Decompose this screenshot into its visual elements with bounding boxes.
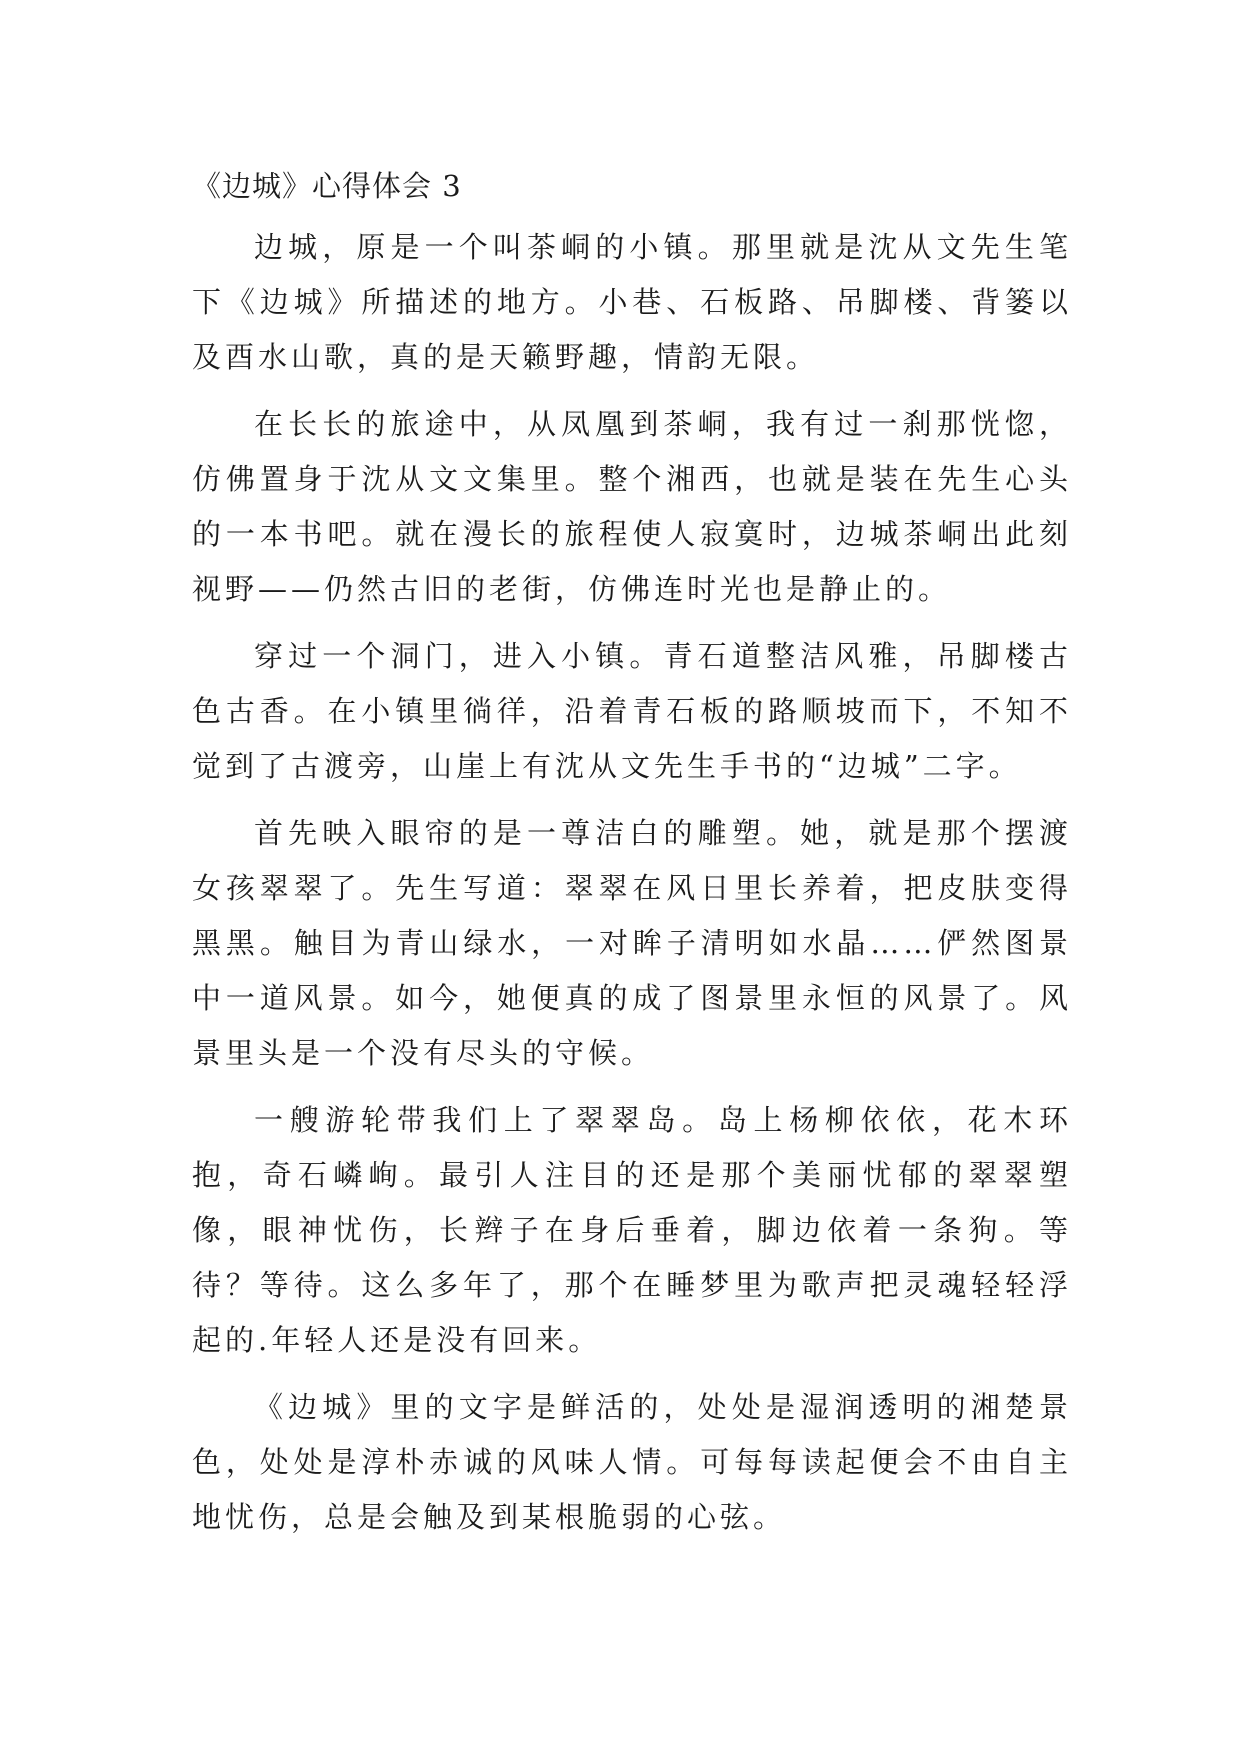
paragraph-4: 首先映入眼帘的是一尊洁白的雕塑。她，就是那个摆渡女孩翠翠了。先生写道：翠翠在风日里长养着，把皮肤变得黑黑。触目为青山绿水，一对眸子清明如水晶……俨然图景中一道风景。如今，她便真的成了图景里永恒的风景了。风景里头是一个没有尽头的守候。 (192, 816, 1072, 1070)
paragraph-6: 《边城》里的文字是鲜活的，处处是湿润透明的湘楚景色，处处是淳朴赤诚的风味人情。可每每读起便会不由自主地忧伤，总是会触及到某根脆弱的心弦。 (192, 1390, 1072, 1534)
paragraph-2: 在长长的旅途中，从凤凰到茶峒，我有过一刹那恍惚，仿佛置身于沈从文文集里。整个湘西，也就是装在先生心头的一本书吧。就在漫长的旅程使人寂寞时，边城茶峒出此刻视野——仍然古旧的老街，仿佛连时光也是静止的。 (192, 407, 1072, 606)
paragraph-1: 边城，原是一个叫茶峒的小镇。那里就是沈从文先生笔下《边城》所描述的地方。小巷、石板路、吊脚楼、背篓以及酉水山歌，真的是天籁野趣，情韵无限。 (192, 230, 1072, 374)
paragraph-5: 一艘游轮带我们上了翠翠岛。岛上杨柳依依，花木环抱，奇石嶙峋。最引人注目的还是那个美丽忧郁的翠翠塑像，眼神忧伤，长辫子在身后垂着，脚边依着一条狗。等待？等待。这么多年了，那个在睡梦里为歌声把灵魂轻轻浮起的.年轻人还是没有回来。 (192, 1103, 1072, 1357)
document-body (192, 220, 1072, 1557)
document-title: 《边城》心得体会 3 (192, 169, 462, 203)
paragraph-3: 穿过一个洞门，进入小镇。青石道整洁风雅，吊脚楼古色古香。在小镇里徜徉，沿着青石板的路顺坡而下，不知不觉到了古渡旁，山崖上有沈从文先生手书的“边城”二字。 (192, 639, 1072, 783)
